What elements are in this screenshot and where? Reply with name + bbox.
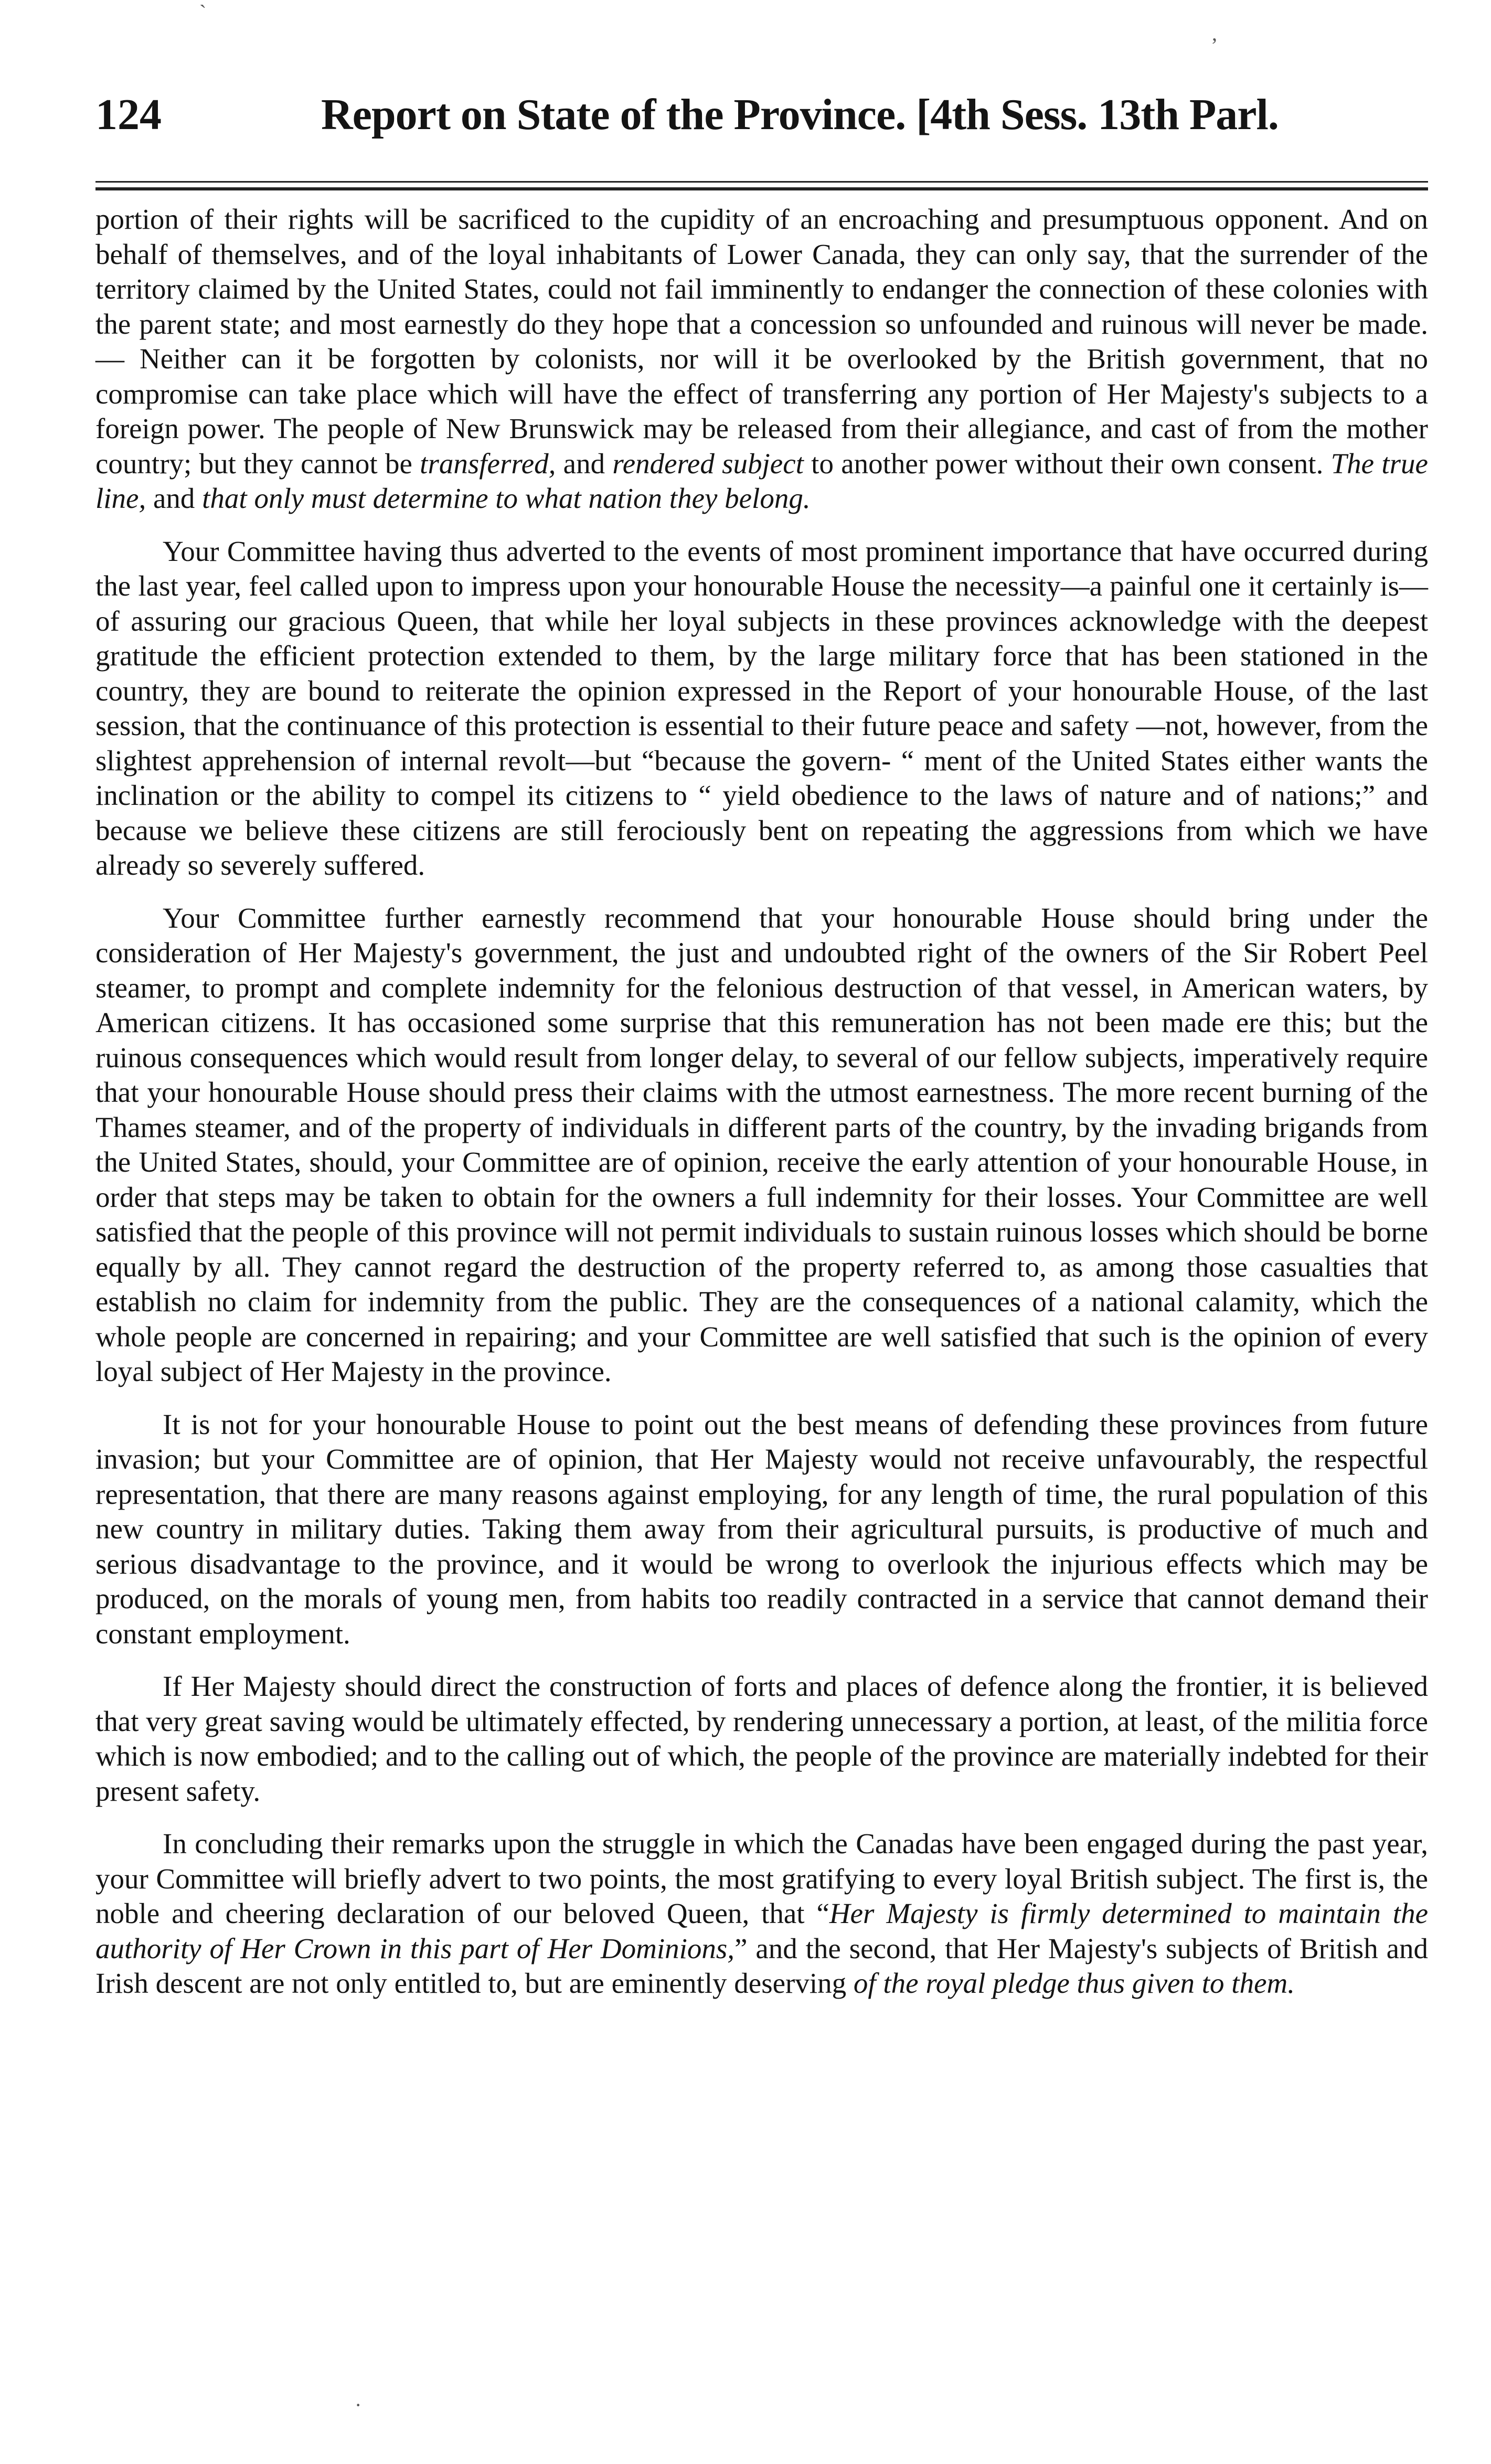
paragraph	[95, 1826, 1428, 2001]
italic-text: transferred,	[420, 447, 556, 480]
text-run: ” and the second, that Her Majesty's subjects of British and Irish descent are not only entitled to, but are eminently deserving	[95, 1932, 1428, 1999]
italic-text: of the royal pledge thus given to them.	[853, 1967, 1295, 1999]
text-run: to another power without their own consent.	[803, 447, 1331, 480]
italic-text: that only must determine to what nation they belong.	[202, 482, 811, 514]
scan-speck: ,	[1212, 22, 1217, 45]
italic-text: Her Majesty is firmly determined to maintain the authority of Her Crown in this part of Her Dominions,	[95, 1897, 1429, 1964]
header-rule-thick	[95, 187, 1428, 190]
paragraph	[95, 202, 1428, 516]
scan-speck: `	[199, 1, 207, 24]
text-run: Your Committee further earnestly recommend that your honourable House should bring under the consideration of Her Majesty's government, the just and undoubted right of the owners of the Sir Robert Peel steamer, to prompt and complete indemnity for the felonious destruction of that vessel, in American waters, by American citizens. It has occasioned some surprise that this remuneration has not been made ere this; but the ruinous consequences which would result from longer delay, to several of our fellow subjects, imperatively require that your honourable House should press their claims with the utmost earnestness. The more recent burning of the Thames steamer, and of the property of individuals in different parts of the country, by the invading brigands from the United States, should, your Committee are of opinion, receive the early attention of your honourable House, in order that steps may be taken to obtain for the owners a full indemnity for their losses. Your Committee are well satisfied that the people of this province will not permit individuals to sustain ruinous losses which should be borne equally by all. They cannot regard the destruction of the property referred to, as among those casualties that establish no claim for indemnity from the public. They are the consequences of a national calamity, which the whole people are concerned in repairing; and your Committee are well satisfied that such is the opinion of every loyal subject of Her Majesty in the province.	[95, 901, 1428, 1387]
body-text	[95, 202, 1428, 2001]
page-number: 124	[95, 90, 162, 139]
page-header	[95, 89, 1428, 147]
italic-text: The true line,	[95, 447, 1428, 514]
scan-speck: ·	[355, 2393, 362, 2417]
italic-text: rendered subject	[612, 447, 804, 480]
text-run: In concluding their remarks upon the struggle in which the Canadas have been engaged during the past year, your Committee will briefly advert to two points, the most gratifying to every loyal British subject. The first is, the noble and cheering declaration of our beloved Queen, that “	[95, 1828, 1428, 1929]
text-run: portion of their rights will be sacrificed to the cupidity of an encroaching and presumptuous opponent. And on behalf of themselves, and of the loyal inhabitants of Lower Canada, they can only say, that the surrender of the territory claimed by the United States, could not fail imminently to endanger the connection of these colonies with the parent state; and most earnestly do they hope that a concession so unfounded and ruinous will never be made.— Neither can it be forgotten by colonists, nor will it be overlooked by the British government, that no compromise can take place which will have the effect of transferring any portion of Her Majesty's subjects to a foreign power. The people of New Brunswick may be released from their allegiance, and cast of from the mother country; but they cannot be	[95, 203, 1428, 480]
paragraph	[95, 1669, 1428, 1809]
paragraph	[95, 1407, 1428, 1652]
paragraph	[95, 901, 1428, 1389]
text-run: and	[146, 482, 203, 514]
text-run: Your Committee having thus adverted to the events of most prominent importance that have occurred during the last year, feel called upon to impress upon your honourable House the necessity—a painful one it certainly is—of assuring our gracious Queen, that while her loyal subjects in these provinces acknowledge with the deepest gratitude the efficient protection extended to them, by the large military force that has been stationed in the country, they are bound to reiterate the opinion expressed in the Report of your honourable House, of the last session, that the continuance of this protection is essential to their future peace and safety —not, however, from the slightest apprehension of internal revolt—but “because the govern- “ ment of the United States either wants the inclination or the ability to compel its citizens to “ yield obedience to the laws of nature and of nations;” and because we believe these citizens are still ferociously bent on repeating the aggressions from which we have already so severely suffered.	[95, 535, 1428, 881]
paragraph	[95, 534, 1428, 883]
text-run: If Her Majesty should direct the construction of forts and places of defence along the frontier, it is believed that very great saving would be ultimately effected, by rendering unnecessary a portion, at least, of the militia force which is now embodied; and to the calling out of which, the people of the province are materially indebted for their present safety.	[95, 1670, 1428, 1807]
text-run: and	[556, 447, 613, 480]
header-rule-thin	[95, 181, 1428, 183]
text-run: It is not for your honourable House to point out the best means of defending these provinces from future invasion; but your Committee are of opinion, that Her Majesty would not receive unfavourably, the respectful representation, that there are many reasons against employing, for any length of time, the rural population of this new country in military duties. Taking them away from their agricultural pursuits, is productive of much and serious disadvantage to the province, and it would be wrong to overlook the injurious effects which may be produced, on the morals of young men, from habits too readily contracted in a service that cannot demand their constant employment.	[95, 1408, 1428, 1650]
running-title: Report on State of the Province. [4th Sess. 13th Parl.	[321, 90, 1279, 139]
